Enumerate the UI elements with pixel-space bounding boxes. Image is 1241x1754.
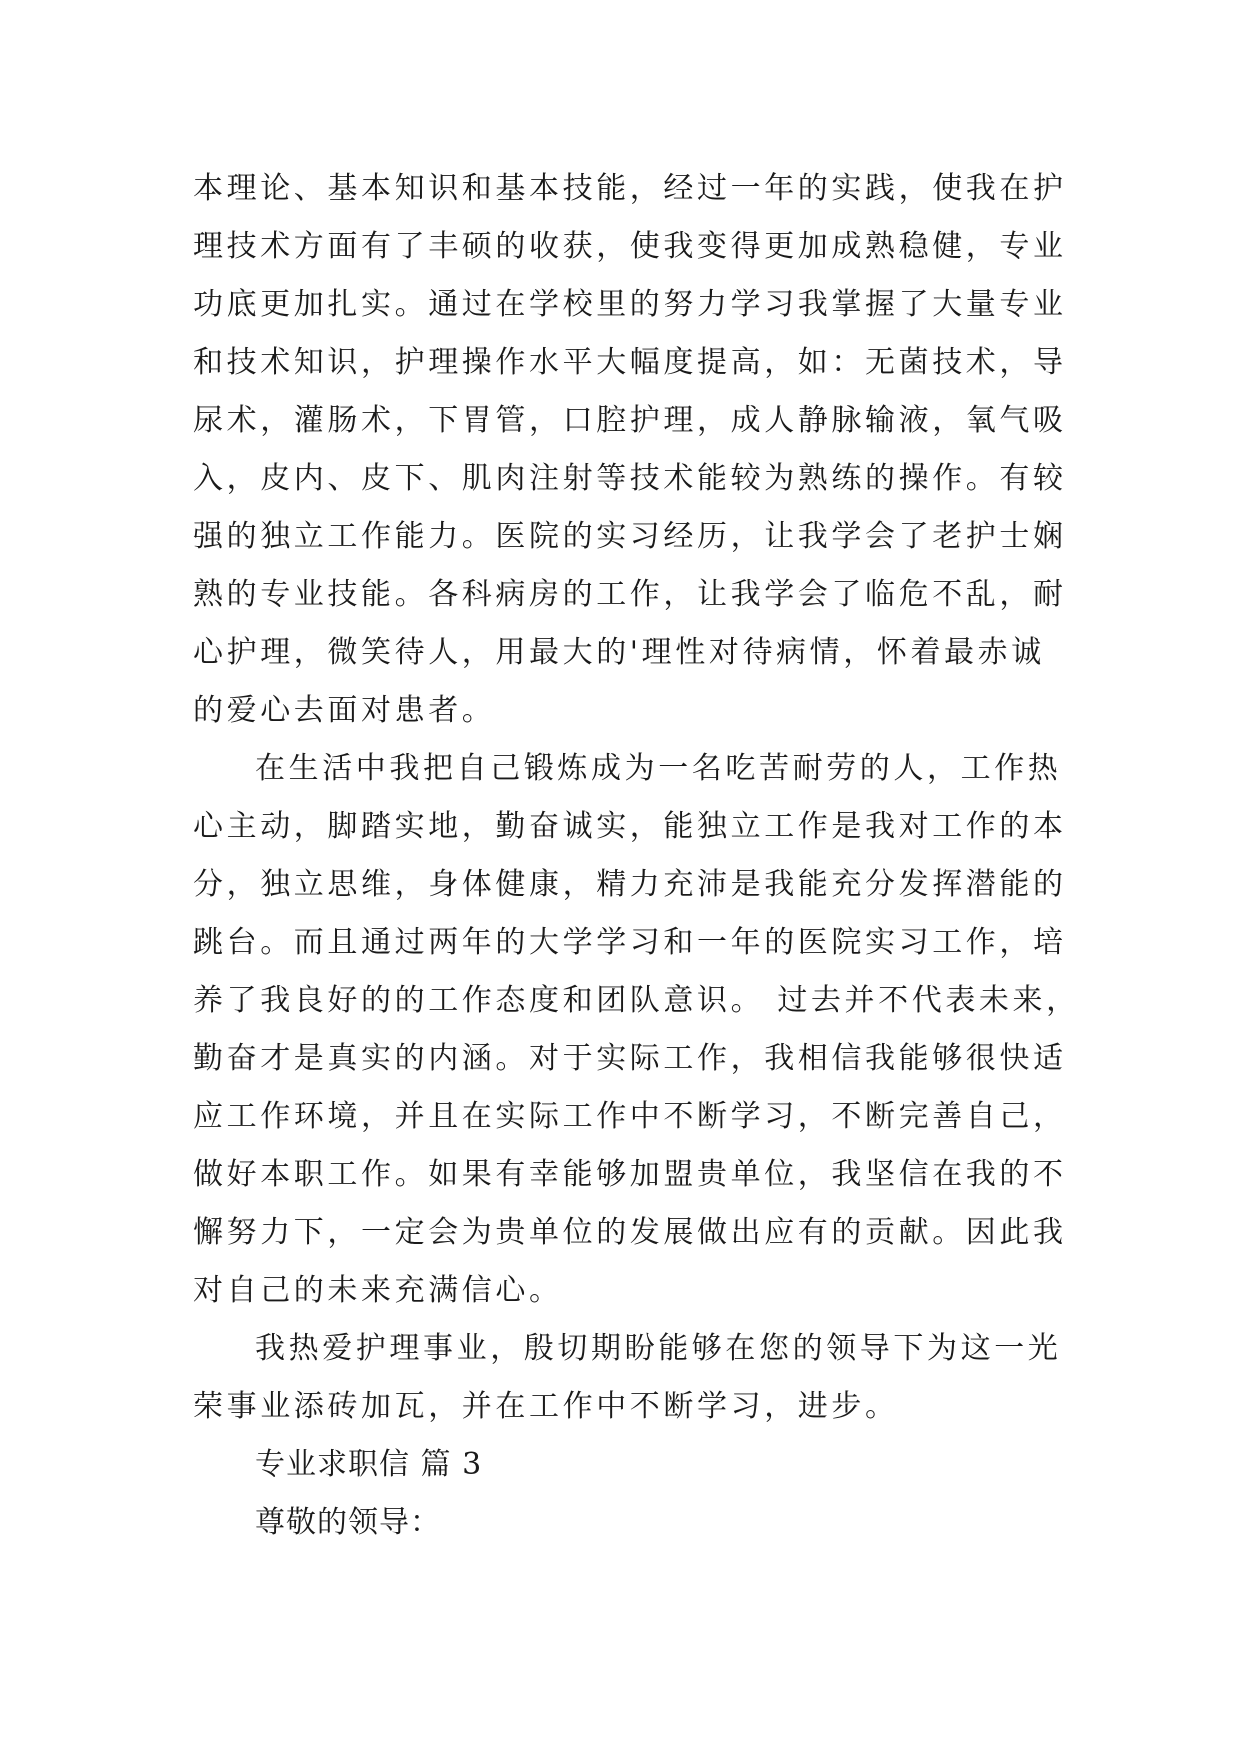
text-line: 心主动，脚踏实地，勤奋诚实，能独立工作是我对工作的本 (193, 809, 1067, 844)
text-line: 在生活中我把自己锻炼成为一名吃苦耐劳的人，工作热 (255, 751, 1062, 786)
text-line: 入，皮内、皮下、肌肉注射等技术能较为熟练的操作。有较 (193, 461, 1067, 496)
text-line: 跳台。而且通过两年的大学学习和一年的医院实习工作，培 (193, 925, 1067, 960)
text-line: 尿术，灌肠术，下胃管，口腔护理，成人静脉输液，氧气吸 (193, 403, 1067, 438)
paragraph-personal-qualities (193, 740, 1080, 1320)
text-line: 应工作环境，并且在实际工作中不断学习，不断完善自己， (193, 1099, 1067, 1134)
paragraph-closing (193, 1320, 1063, 1436)
text-line: 强的独立工作能力。医院的实习经历，让我学会了老护士娴 (193, 519, 1067, 554)
text-line: 心护理，微笑待人，用最大的'理性对待病情，怀着最赤诚 (193, 635, 1045, 670)
text-line: 的爱心去面对患者。 (193, 693, 496, 728)
text-line: 理技术方面有了丰硕的收获，使我变得更加成熟稳健，专业 (193, 229, 1067, 264)
text-line: 和技术知识，护理操作水平大幅度提高，如：无菌技术，导 (193, 345, 1067, 380)
text-line: 熟的专业技能。各科病房的工作，让我学会了临危不乱，耐 (193, 577, 1067, 612)
text-line: 我热爱护理事业，殷切期盼能够在您的领导下为这一光 (255, 1331, 1062, 1366)
text-line: 本理论、基本知识和基本技能，经过一年的实践，使我在护 (193, 171, 1067, 206)
text-line: 养了我良好的的工作态度和团队意识。 过去并不代表未来， (193, 983, 1080, 1018)
text-line: 做好本职工作。如果有幸能够加盟贵单位，我坚信在我的不 (193, 1157, 1067, 1192)
text-line: 懈努力下，一定会为贵单位的发展做出应有的贡献。因此我 (193, 1215, 1067, 1250)
text-line: 分，独立思维，身体健康，精力充沛是我能充分发挥潜能的 (193, 867, 1067, 902)
text-line: 对自己的未来充满信心。 (193, 1273, 563, 1308)
text-line: 荣事业添砖加瓦，并在工作中不断学习，进步。 (193, 1389, 899, 1424)
salutation: 尊敬的领导： (255, 1505, 441, 1540)
section-heading: 专业求职信 篇 3 (255, 1447, 483, 1482)
paragraph-education (193, 160, 1067, 740)
document-body (193, 160, 1080, 1552)
text-line: 功底更加扎实。通过在学校里的努力学习我掌握了大量专业 (193, 287, 1067, 322)
text-line: 勤奋才是真实的内涵。对于实际工作，我相信我能够很快适 (193, 1041, 1067, 1076)
